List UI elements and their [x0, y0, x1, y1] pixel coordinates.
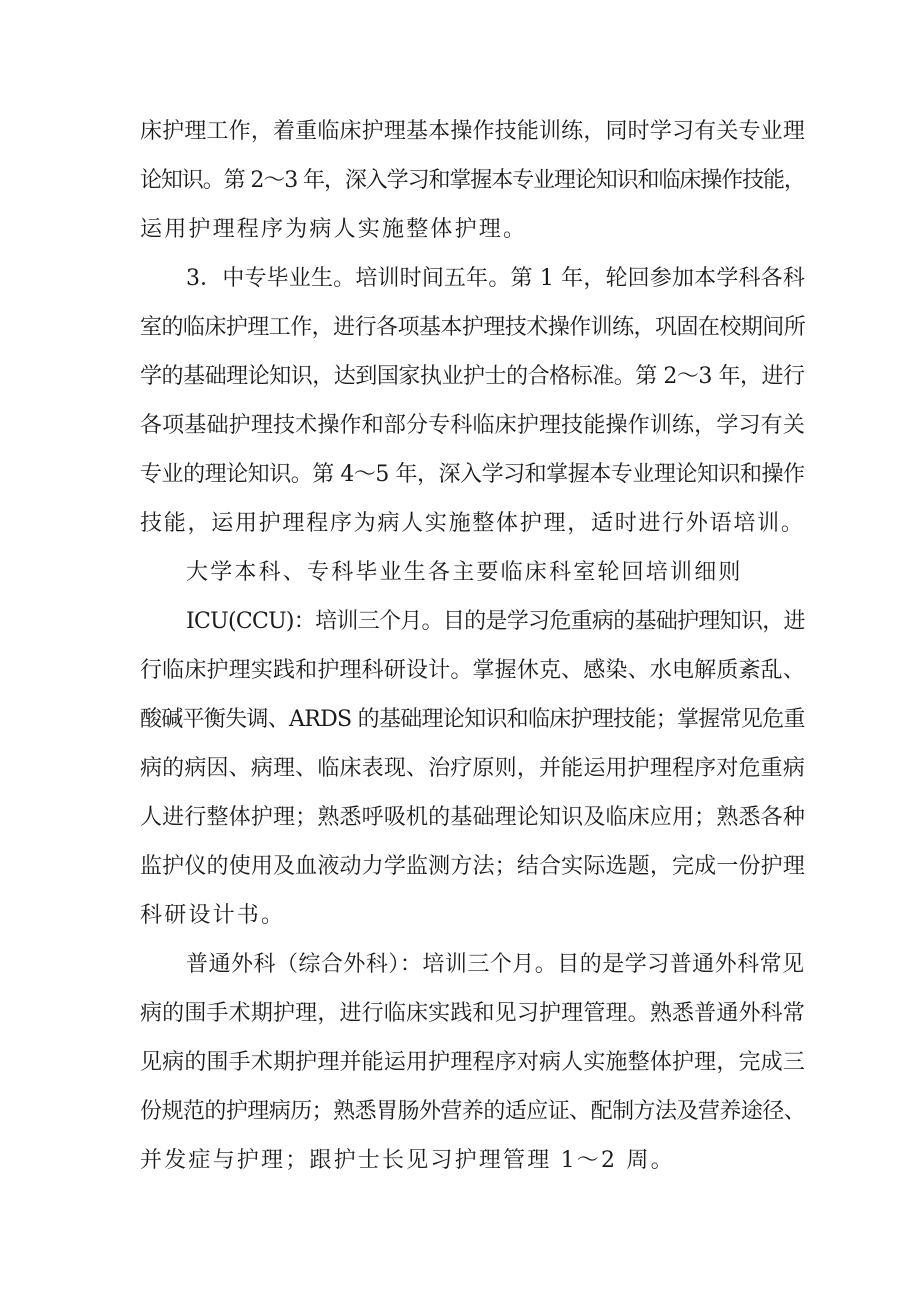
text-line: 见病的围手术期护理并能运用护理程序对病人实施整体护理，完成三 [140, 1050, 806, 1075]
text-line: 人进行整体护理；熟悉呼吸机的基础理论知识及临床应用；熟悉各种 [140, 805, 806, 830]
text-line: 各项基础护理技术操作和部分专科临床护理技能操作训练，学习有关 [140, 413, 806, 438]
text-line: 行临床护理实践和护理科研设计。掌握休克、感染、水电解质紊乱、 [140, 658, 806, 683]
text-line: 病的病因、病理、临床表现、治疗原则，并能运用护理程序对危重病 [140, 756, 806, 781]
text-line: 并发症与护理；跟护士长见习护理管理 1～2 周。 [140, 1148, 675, 1173]
text-line: 病的围手术期护理，进行临床实践和见习护理管理。熟悉普通外科常 [140, 1001, 806, 1026]
text-line: 普通外科（综合外科）：培训三个月。目的是学习普通外科常见 [186, 952, 805, 977]
text-line: 床护理工作，着重临床护理基本操作技能训练，同时学习有关专业理 [140, 119, 806, 144]
text-line: 室的临床护理工作，进行各项基本护理技术操作训练，巩固在校期间所 [140, 315, 806, 340]
section-heading: 大学本科、专科毕业生各主要临床科室轮回培训细则 [186, 560, 743, 585]
text-line: 技能，运用护理程序为病人实施整体护理，适时进行外语培训。 [140, 511, 805, 536]
text-line: 监护仪的使用及血液动力学监测方法；结合实际选题，完成一份护理 [140, 854, 806, 879]
text-line: 3．中专毕业生。培训时间五年。第 1 年，轮回参加本学科各科 [186, 266, 805, 291]
text-line: 份规范的护理病历；熟悉胃肠外营养的适应证、配制方法及营养途径、 [140, 1099, 806, 1124]
text-line: 运用护理程序为病人实施整体护理。 [140, 217, 528, 242]
text-line: 科研设计书。 [140, 903, 286, 928]
text-line: 酸碱平衡失调、ARDS 的基础理论知识和临床护理技能；掌握常见危重 [140, 707, 805, 732]
text-line: ICU(CCU)：培训三个月。目的是学习危重病的基础护理知识，进 [186, 609, 805, 634]
text-line: 专业的理论知识。第 4～5 年，深入学习和掌握本专业理论知识和操作 [140, 462, 805, 487]
text-line: 学的基础理论知识，达到国家执业护士的合格标准。第 2～3 年，进行 [140, 364, 805, 389]
text-line: 论知识。第 2～3 年，深入学习和掌握本专业理论知识和临床操作技能， [140, 168, 805, 193]
